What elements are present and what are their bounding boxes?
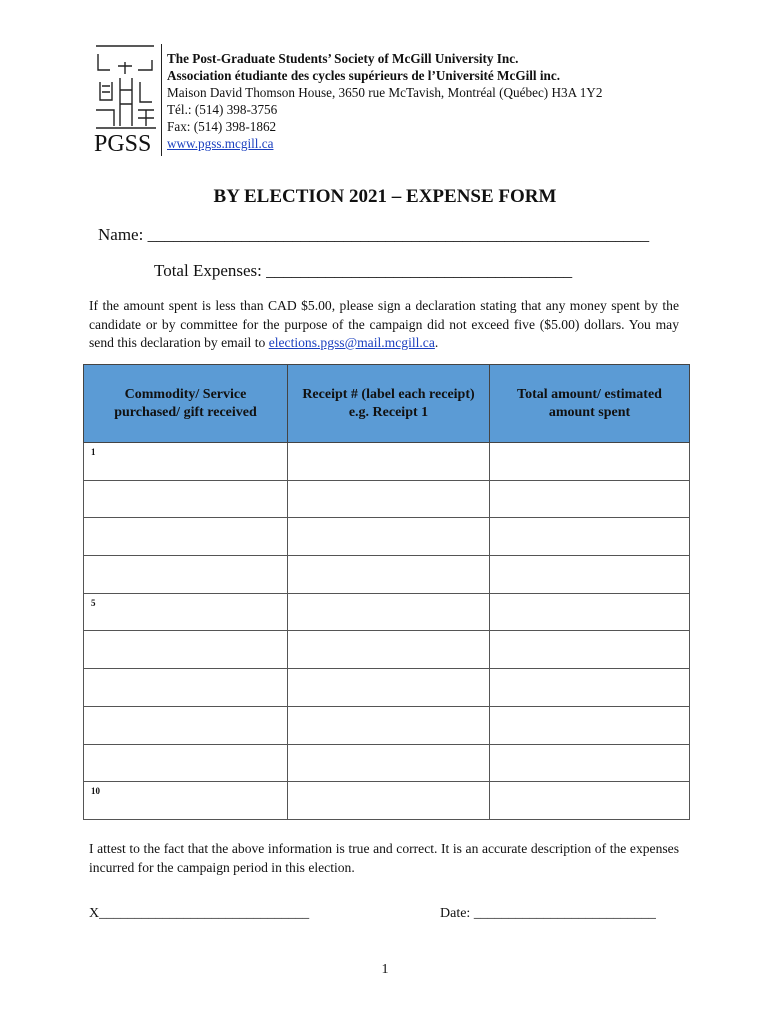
commodity-cell[interactable] [84,480,288,518]
table-row [84,480,690,518]
total-expenses-label: Total Expenses: [154,261,262,280]
receipt-cell[interactable] [288,443,490,481]
organization-header [167,50,602,152]
date-line[interactable]: Date: __________________________ [440,906,656,921]
amount-cell[interactable] [490,480,690,518]
amount-cell[interactable] [490,631,690,669]
table-row [84,782,690,820]
column-header-commodity: Commodity/ Service purchased/ gift received [84,365,288,443]
column-header-receipt: Receipt # (label each receipt) e.g. Receipt 1 [288,365,490,443]
commodity-cell[interactable] [84,518,288,556]
row-number: 5 [91,597,96,608]
amount-cell[interactable] [490,518,690,556]
commodity-cell[interactable] [84,556,288,594]
receipt-cell[interactable] [288,631,490,669]
column-header-amount: Total amount/ estimated amount spent [490,365,690,443]
row-number: 1 [91,447,96,457]
commodity-cell[interactable] [84,443,288,481]
receipt-cell[interactable] [288,706,490,744]
org-name-en: The Post-Graduate Students’ Society of McGill University Inc. [167,51,519,66]
total-expenses-field[interactable] [154,261,572,281]
commodity-cell[interactable] [84,593,288,631]
expense-table-body [84,443,690,820]
amount-cell[interactable] [490,669,690,707]
attestation-text: I attest to the fact that the above information is true and correct. It is an accurate description of the expenses incurred for the campaign period in this election. [89,841,679,875]
commodity-cell[interactable] [84,669,288,707]
commodity-cell[interactable] [84,631,288,669]
table-row [84,556,690,594]
row-number: 10 [91,786,100,797]
table-row [84,706,690,744]
intro-paragraph [89,297,679,353]
org-address: Maison David Thomson House, 3650 rue McTavish, Montréal (Québec) H3A 1Y2 [167,85,603,100]
table-row [84,443,690,481]
commodity-cell[interactable] [84,744,288,782]
table-row [84,518,690,556]
table-row [84,669,690,707]
expense-table [83,364,690,820]
receipt-cell[interactable] [288,518,490,556]
logo-text: PGSS [94,131,152,157]
building-logo-icon [92,42,160,132]
amount-cell[interactable] [490,443,690,481]
signature-line[interactable]: X______________________________ [89,906,310,921]
amount-cell[interactable] [490,706,690,744]
amount-cell[interactable] [490,593,690,631]
receipt-cell[interactable] [288,782,490,820]
intro-end: . [434,335,439,350]
receipt-cell[interactable] [288,669,490,707]
table-row [84,744,690,782]
logo-divider [161,44,165,156]
receipt-cell[interactable] [288,480,490,518]
total-expenses-line: ____________________________________ [266,261,573,280]
receipt-cell[interactable] [288,744,490,782]
org-fax: Fax: (514) 398-1862 [167,119,277,134]
org-name-fr: Association étudiante des cycles supérieurs de l’Université McGill inc. [167,68,561,83]
amount-cell[interactable] [490,782,690,820]
page-number: 1 [381,962,389,977]
name-line: ___________________________________________________________ [147,225,650,244]
website-link[interactable]: www.pgss.mcgill.ca [167,136,274,151]
receipt-cell[interactable] [288,556,490,594]
amount-cell[interactable] [490,744,690,782]
elections-email-link[interactable]: elections.pgss@mail.mcgill.ca [268,335,435,350]
name-label: Name: [98,225,144,244]
table-header-row [84,365,690,443]
form-title: BY ELECTION 2021 – EXPENSE FORM [213,186,557,207]
name-field[interactable] [98,225,649,245]
org-phone: Tél.: (514) 398-3756 [167,102,278,117]
pgss-logo [92,42,162,158]
commodity-cell[interactable] [84,706,288,744]
amount-cell[interactable] [490,556,690,594]
commodity-cell[interactable] [84,782,288,820]
intro-text: If the amount spent is less than CAD $5.00, please sign a declaration stating that any money spent by the candidate or by committee for the purpose of the campaign did not exceed five ($5.00) dollars. You may send this declaration by email to [89,298,679,350]
table-row [84,631,690,669]
table-row [84,593,690,631]
receipt-cell[interactable] [288,593,490,631]
